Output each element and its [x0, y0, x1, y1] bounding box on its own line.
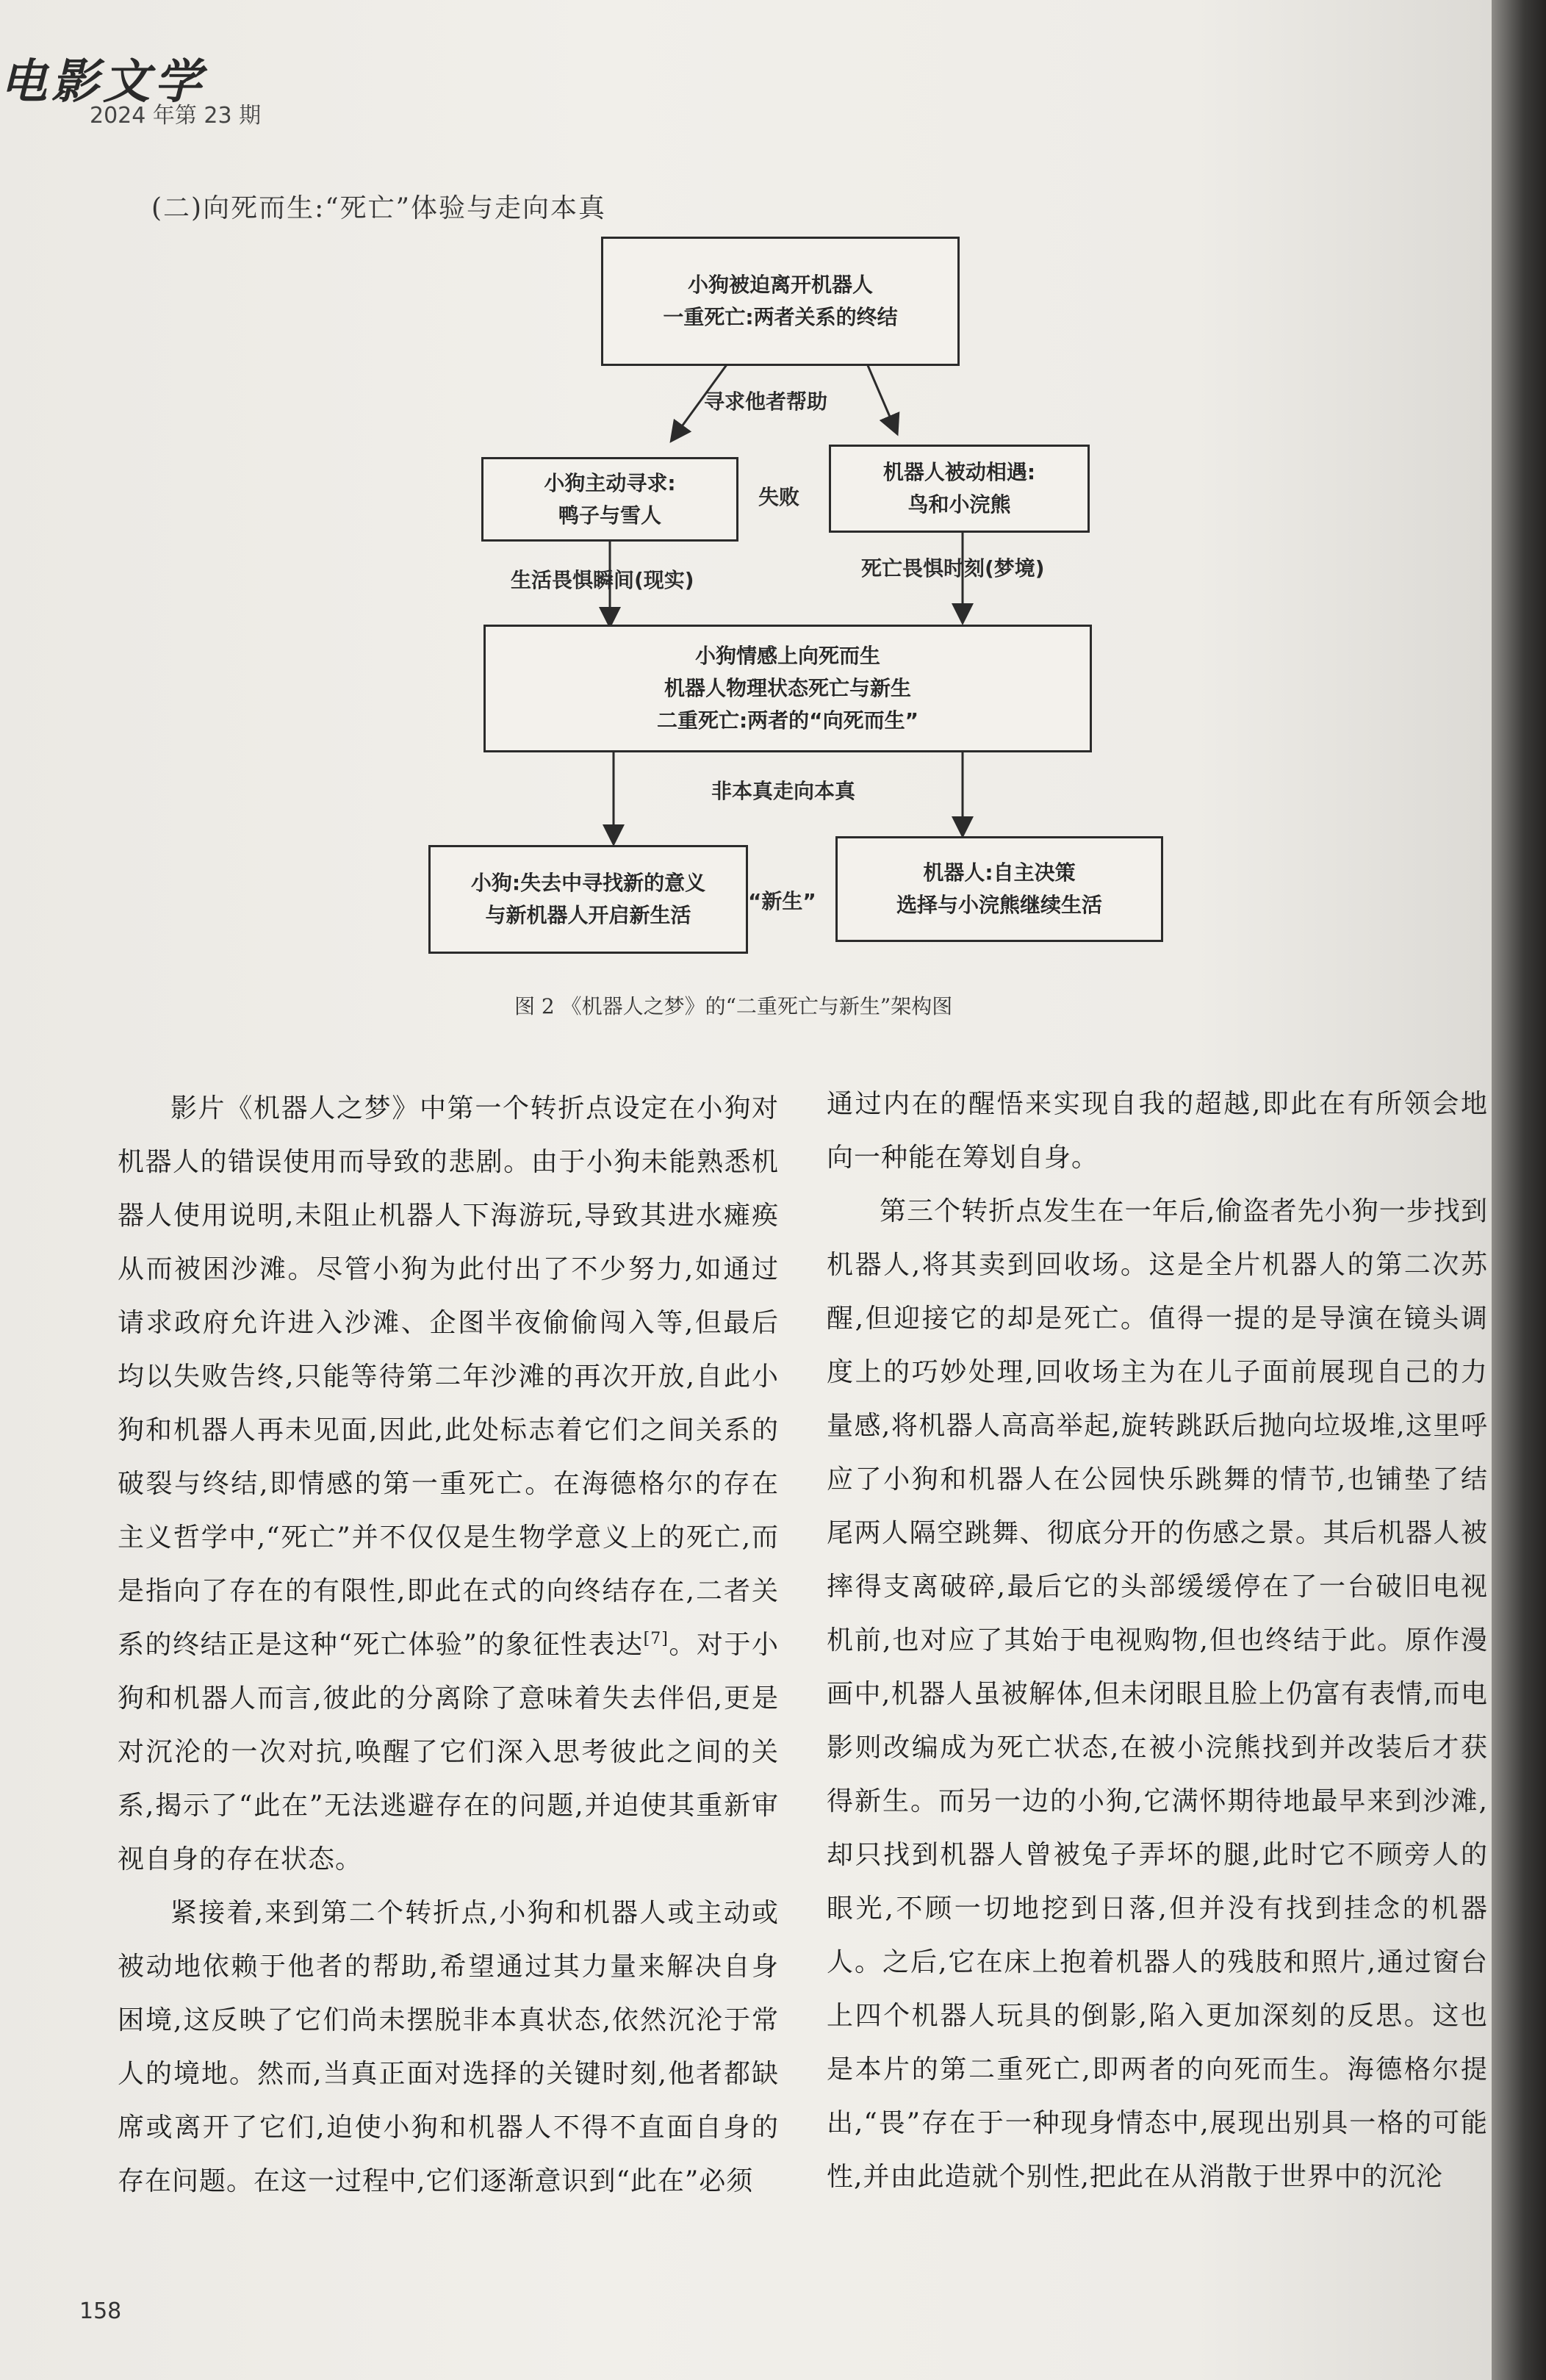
diagram-box-line: 鸭子与雪人 [558, 503, 661, 528]
paragraph: 第三个转折点发生在一年后,偷盗者先小狗一步找到机器人,将其卖到回收场。这是全片机器人的第二次苏醒,但迎接它的却是死亡。值得一提的是导演在镜头调度上的巧妙处理,回收场主为在儿子面前展现自己的力量感,将机器人高高举起,旋转跳跃后抛向垃圾堆,这里呼应了小狗和机器人在公园快乐跳舞的情节,也铺垫了结尾两人隔空跳舞、彻底分开的伤感之景。其后机器人被摔得支离破碎,最后它的头部缓缓停在了一台破旧电视机前,也对应了其始于电视购物,但也终结于此。原作漫画中,机器人虽被解体,但未闭眼且脸上仍富有表情,而电影则改编成为死亡状态,在被小浣熊找到并改装后才获得新生。而另一边的小狗,它满怀期待地最早来到沙滩,却只找到机器人曾被兔子弄坏的腿,此时它不顾旁人的眼光,不顾一切地挖到日落,但并没有找到挂念的机器人。之后,它在床上抱着机器人的残肢和照片,通过窗台上四个机器人玩具的倒影,陷入更加深刻的反思。这也是本片的第二重死亡,即两者的向死而生。海德格尔提出,“畏”存在于一种现身情态中,展现出别具一格的可能性,并由此造就个别性,把此在从消散于世界中的沉沦 [827, 1196, 1488, 2192]
diagram-box-line: 机器人被动相遇: [882, 460, 1036, 484]
diagram-box-line: 小狗情感上向死而生 [694, 644, 880, 668]
label-rebirth: “新生” [748, 889, 816, 913]
diagram-box-line: 与新机器人开启新生活 [485, 903, 691, 927]
right-column [827, 1077, 1488, 2204]
label-left-moment: 生活畏惧瞬间(现实) [511, 568, 694, 592]
diagram-box-line: 选择与小浣熊继续生活 [896, 893, 1102, 917]
diagram-box-left [481, 457, 738, 542]
diagram-box-line: 鸟和小浣熊 [907, 492, 1011, 517]
diagram-box-right [829, 445, 1090, 533]
journal-issue: 2024 年第 23 期 [90, 103, 262, 129]
label-right-moment: 死亡畏惧时刻(梦境) [861, 556, 1045, 580]
diagram-box-bottom-left [428, 845, 748, 954]
diagram-box-line: 小狗被迫离开机器人 [687, 273, 873, 297]
paragraph-text: 影片《机器人之梦》中第一个转折点设定在小狗对机器人的错误使用而导致的悲剧。由于小狗未能熟悉机器人使用说明,未阻止机器人下海游玩,导致其进水瘫痪从而被困沙滩。尽管小狗为此付出了不少努力,如通过请求政府允许进入沙滩、企图半夜偷偷闯入等,但最后均以失败告终,只能等待第二年沙滩的再次开放,自此小狗和机器人再未见面,因此,此处标志着它们之间关系的破裂与终结,即情感的第一重死亡。在海德格尔的存在主义哲学中,“死亡”并不仅仅是生物学意义上的死亡,而是指向了存在的有限性,即此在式的向终结存在,二者关系的终结正是这种“死亡体验”的象征性表达 [118, 1093, 779, 1660]
diagram-box-line: 小狗:失去中寻找新的意义 [470, 871, 706, 895]
section-heading: (二)向死而生:“死亡”体验与走向本真 [151, 193, 607, 223]
diagram-box-bottom-right [835, 836, 1163, 942]
left-column [118, 1082, 779, 2208]
citation-ref: [7] [643, 1630, 669, 1648]
diagram-box-line: 机器人物理状态死亡与新生 [664, 676, 911, 700]
figure-caption: 图 2 《机器人之梦》的“二重死亡与新生”架构图 [514, 994, 953, 1018]
label-authentic: 非本真走向本真 [711, 779, 856, 803]
page-number: 158 [79, 2298, 122, 2324]
arrow-top-to-right [867, 364, 896, 432]
paragraph [118, 1082, 779, 1886]
label-fail: 失败 [758, 485, 800, 509]
diagram-box-line: 机器人:自主决策 [923, 860, 1076, 885]
diagram-box-line: 二重死亡:两者的“向死而生” [656, 708, 918, 733]
diagram-box-line: 小狗主动寻求: [544, 470, 676, 495]
paragraph: 紧接着,来到第二个转折点,小狗和机器人或主动或被动地依赖于他者的帮助,希望通过其力量来解决自身困境,这反映了它们尚未摆脱非本真状态,依然沉沦于常人的境地。然而,当真正面对选择的关键时刻,他者都缺席或离开了它们,迫使小狗和机器人不得不直面自身的存在问题。在这一过程中,它们逐渐意识到“此在”必须 [118, 1898, 779, 2196]
diagram-box-top [601, 237, 960, 366]
journal-title: 电影文学 [0, 54, 206, 109]
diagram-box-middle [483, 625, 1092, 752]
paragraph: 通过内在的醒悟来实现自我的超越,即此在有所领会地向一种能在筹划自身。 [827, 1089, 1488, 1173]
label-seek-help: 寻求他者帮助 [704, 389, 828, 414]
paragraph-text: 。对于小狗和机器人而言,彼此的分离除了意味着失去伴侣,更是对沉沦的一次对抗,唤醒了它们深入思考彼此之间的关系,揭示了“此在”无法逃避存在的问题,并迫使其重新审视自身的存在状态。 [118, 1630, 779, 1874]
diagram-box-line: 一重死亡:两者关系的终结 [663, 305, 898, 329]
